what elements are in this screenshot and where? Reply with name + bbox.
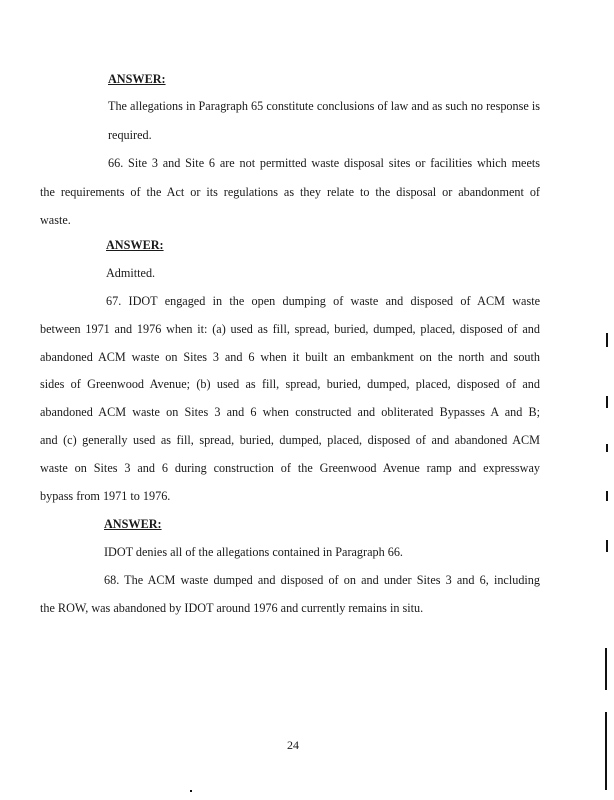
scan-mark	[606, 333, 608, 347]
answer-text-65-cont: required.	[108, 128, 152, 142]
paragraph-67-line-4: sides of Greenwood Avenue; (b) used as fill, spread, buried, dumped, placed, disposed of and	[40, 377, 540, 391]
paragraph-66-line-1: 66. Site 3 and Site 6 are not permitted waste disposal sites or facilities which meets	[108, 156, 540, 170]
paragraph-67-line-1: 67. IDOT engaged in the open dumping of waste and disposed of ACM waste	[106, 294, 540, 308]
paragraph-67-line-3: abandoned ACM waste on Sites 3 and 6 when it built an embankment on the north and south	[40, 350, 540, 364]
answer-heading-1: ANSWER:	[108, 72, 166, 86]
scan-mark	[606, 540, 608, 552]
answer-heading-3: ANSWER:	[104, 517, 162, 531]
paragraph-67-line-5: abandoned ACM waste on Sites 3 and 6 when constructed and obliterated Bypasses A and B;	[40, 405, 540, 419]
paragraph-66-line-2: the requirements of the Act or its regulations as they relate to the disposal or abandonment of	[40, 185, 540, 199]
page-number: 24	[287, 738, 299, 752]
scan-mark	[606, 491, 608, 501]
paragraph-66-line-3: waste.	[40, 213, 71, 227]
paragraph-67-line-7: waste on Sites 3 and 6 during construction of the Greenwood Avenue ramp and expressway	[40, 461, 540, 475]
scan-mark	[605, 712, 607, 790]
scan-mark	[606, 396, 608, 408]
paragraph-67-line-8: bypass from 1971 to 1976.	[40, 489, 171, 503]
paragraph-68-line-1: 68. The ACM waste dumped and disposed of on and under Sites 3 and 6, including	[104, 573, 540, 587]
scan-mark	[605, 648, 607, 690]
paragraph-67-line-6: and (c) generally used as fill, spread, buried, dumped, placed, disposed of and abandoned ACM	[40, 433, 540, 447]
answer-text-65: The allegations in Paragraph 65 constitute conclusions of law and as such no response is	[108, 99, 540, 113]
answer-text-66: Admitted.	[106, 266, 156, 280]
paragraph-68-line-2: the ROW, was abandoned by IDOT around 1976 and currently remains in situ.	[40, 601, 424, 615]
answer-heading-2: ANSWER:	[106, 238, 164, 252]
scan-speck	[190, 790, 192, 792]
answer-text-67: IDOT denies all of the allegations contained in Paragraph 66.	[104, 545, 403, 559]
scan-mark	[606, 444, 608, 452]
paragraph-67-line-2: between 1971 and 1976 when it: (a) used as fill, spread, buried, dumped, placed, disposed of and	[40, 322, 540, 336]
